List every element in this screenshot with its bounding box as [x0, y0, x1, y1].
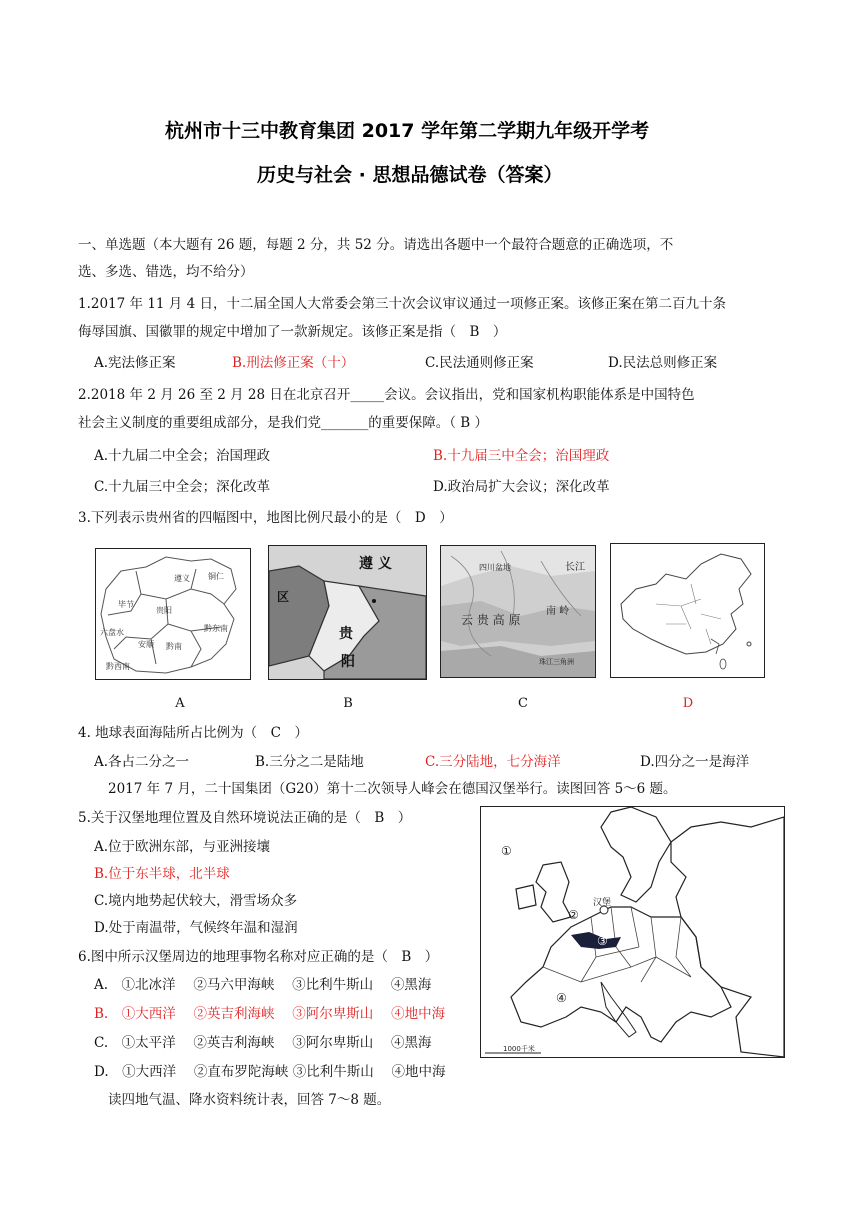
europe-map — [480, 806, 785, 1058]
question-6-stem: 6.图中所示汉堡周边的地理事物名称对应正确的是（ B ） — [78, 949, 439, 965]
q2-option-d: D.政治局扩大会议；深化改革 — [433, 479, 610, 495]
place-label: 珠江三角洲 — [539, 658, 574, 666]
q2-option-a: A.十九届二中全会；治国理政 — [94, 448, 271, 464]
q2-option-c: C.十九届三中全会；深化改革 — [94, 479, 271, 495]
question-2-stem: 2.2018 年 2 月 26 至 2 月 28 日在北京召开_____会议。会议指出，党和国家机构职能体系是中国特色 — [78, 387, 695, 403]
q5-option-d: D.处于南温带，气候终年温和湿润 — [94, 920, 298, 936]
place-label: 毕节 — [118, 600, 134, 609]
china-map-d-drawing — [611, 544, 764, 677]
map-marker: ② — [568, 908, 579, 922]
q6-option-a: A. ①北冰洋 ②马六甲海峡 ③比利牛斯山 ④黑海 — [94, 977, 432, 993]
europe-map-drawing — [481, 807, 784, 1057]
question-4-stem: 4. 地球表面海陆所占比例为（ C ） — [78, 725, 309, 741]
q1-option-b-correct: B.刑法修正案（十） — [232, 355, 355, 371]
q4-option-b: B.三分之二是陆地 — [255, 754, 364, 770]
guizhou-map-b — [268, 545, 427, 680]
question-1-stem-cont: 侮辱国旗、国徽罪的规定中增加了一款新规定。该修正案是指（ B ） — [78, 324, 507, 340]
guizhou-map-a — [95, 548, 251, 680]
q1-option-d: D.民法总则修正案 — [608, 355, 718, 371]
guizhou-map-c-drawing — [441, 546, 595, 677]
question-1-stem: 1.2017 年 11 月 4 日，十二届全国人大常委会第三十次会议审议通过一项修正案。该修正案在第二百九十条 — [78, 296, 726, 312]
q4-option-d: D.四分之一是海洋 — [640, 754, 750, 770]
china-map-d — [610, 543, 765, 678]
place-label: 阳 — [341, 654, 355, 670]
map-marker: ① — [501, 844, 512, 858]
place-label: 黔南 — [166, 642, 182, 651]
q1-option-c: C.民法通则修正案 — [425, 355, 534, 371]
question-3-stem: 3.下列表示贵州省的四幅图中，地图比例尺最小的是（ D ） — [78, 510, 453, 526]
section-heading: 一、单选题（本大题有 26 题，每题 2 分，共 52 分。请选出各题中一个最符合题意的正确选项，不 — [78, 237, 674, 253]
place-label: 四川盆地 — [479, 563, 511, 572]
question-2-stem-cont: 社会主义制度的重要组成部分，是我们党_______的重要保障。（ B ） — [78, 415, 489, 431]
intro-5-6: 2017 年 7 月，二十国集团（G20）第十二次领导人峰会在德国汉堡举行。读图回答 5～6 题。 — [108, 781, 677, 797]
map-label-d-correct: D — [682, 696, 694, 711]
place-label: 黔西南 — [106, 662, 130, 671]
q6-option-b-correct: B. ①大西洋 ②英吉利海峡 ③阿尔卑斯山 ④地中海 — [94, 1006, 446, 1022]
place-label: 南 岭 — [546, 606, 570, 617]
map-label-a: A — [175, 696, 185, 711]
guizhou-map-a-drawing — [96, 549, 250, 679]
q4-option-c-correct: C.三分陆地，七分海洋 — [425, 754, 561, 770]
place-label: 长江 — [565, 562, 585, 573]
map-city-label: 汉堡 — [593, 898, 612, 908]
place-label: 遵义 — [174, 574, 190, 583]
q2-option-b-correct: B.十九届三中全会；治国理政 — [433, 448, 610, 464]
q4-option-a: A.各占二分之一 — [94, 754, 190, 770]
place-label: 区 — [277, 590, 290, 604]
map-scale-label: 1000千米 — [503, 1045, 535, 1053]
guizhou-map-b-drawing — [269, 546, 426, 679]
map-label-c: C — [518, 696, 528, 711]
place-label: 六盘水 — [100, 628, 124, 637]
map-label-b: B — [343, 696, 353, 711]
place-label: 贵阳 — [156, 606, 172, 615]
page-title: 杭州市十三中教育集团 2017 学年第二学期九年级开学考 — [165, 120, 650, 142]
page-subtitle: 历史与社会 · 思想品德试卷（答案） — [257, 164, 563, 186]
q1-option-a: A.宪法修正案 — [94, 355, 176, 371]
place-label: 云 贵 高 原 — [461, 613, 521, 627]
q5-option-a: A.位于欧洲东部，与亚洲接壤 — [94, 839, 271, 855]
question-5-stem: 5.关于汉堡地理位置及自然环境说法正确的是（ B ） — [78, 810, 412, 826]
section-heading-cont: 选、多选、错选，均不给分） — [78, 264, 254, 280]
q6-option-c: C. ①太平洋 ②英吉利海峡 ③阿尔卑斯山 ④黑海 — [94, 1035, 432, 1051]
place-label: 黔东南 — [204, 624, 228, 633]
map-marker: ③ — [597, 934, 608, 948]
q5-option-b-correct: B.位于东半球，北半球 — [94, 866, 230, 882]
place-label: 铜仁 — [208, 572, 224, 581]
place-label: 安顺 — [138, 640, 154, 649]
guizhou-map-c — [440, 545, 596, 678]
map-marker: ④ — [556, 991, 567, 1005]
q5-option-c: C.境内地势起伏较大，滑雪场众多 — [94, 893, 298, 909]
intro-7-8: 读四地气温、降水资料统计表，回答 7～8 题。 — [108, 1092, 391, 1108]
place-label: 遵 义 — [359, 556, 392, 572]
place-label: 贵 — [339, 626, 353, 642]
q6-option-d: D. ①大西洋 ②直布罗陀海峡 ③比利牛斯山 ④地中海 — [94, 1064, 446, 1080]
